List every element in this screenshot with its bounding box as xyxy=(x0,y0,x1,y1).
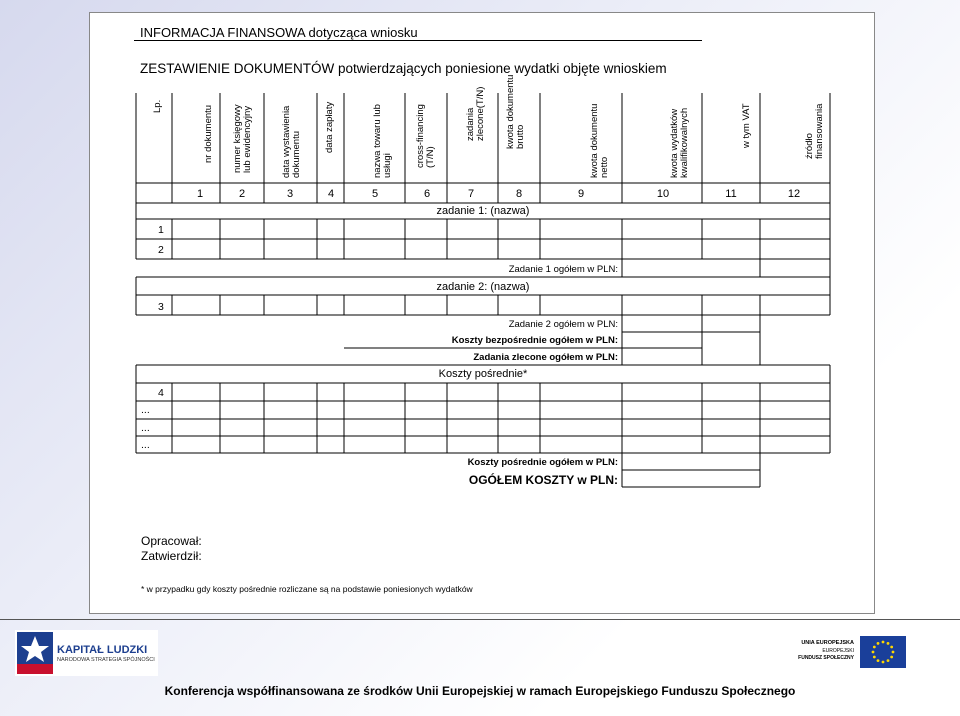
col-number: 6 xyxy=(423,188,431,200)
sum-task1-label: Zadanie 1 ogółem w PLN: xyxy=(508,264,618,275)
logo-left-title: KAPITAŁ LUDZKI xyxy=(57,644,148,656)
col-number: 8 xyxy=(515,188,523,200)
eu-star-icon xyxy=(872,651,875,654)
footnote: * w przypadku gdy koszty pośrednie rozliczane są na podstawie poniesionych wydatków xyxy=(141,584,473,594)
eu-star-icon xyxy=(873,656,876,659)
eu-star-icon xyxy=(873,646,876,649)
col-number: 5 xyxy=(371,188,379,200)
row-number: 1 xyxy=(158,224,164,236)
col-number: 11 xyxy=(725,188,737,200)
eu-logo xyxy=(788,634,910,672)
sum-direct-label: Koszty bezpośrednie ogółem w PLN: xyxy=(451,335,618,346)
col-header-6: cross-financing (T/N) xyxy=(415,104,436,168)
col-header-lp: Lp. xyxy=(152,99,163,113)
approved-by-label: Zatwierdził: xyxy=(141,549,202,563)
sum-indirect-label: Koszty pośrednie ogółem w PLN: xyxy=(467,457,618,468)
eu-star-icon xyxy=(877,659,880,662)
eu-star-icon xyxy=(882,641,885,644)
col-header-8: kwota dokumentu brutto xyxy=(505,74,526,149)
row-number: 3 xyxy=(158,301,164,313)
section-indirect-title: Koszty pośrednie* xyxy=(438,368,528,380)
col-header-5: nazwa towaru lub usługi xyxy=(372,104,393,178)
sum-task2-label: Zadanie 2 ogółem w PLN: xyxy=(508,319,618,330)
footer-separator xyxy=(0,619,960,620)
kapital-ludzki-emblem-icon xyxy=(15,630,55,676)
eu-star-icon xyxy=(892,651,895,654)
document-page xyxy=(89,12,875,614)
col-header-12: źródło finansowania xyxy=(804,103,825,159)
col-number: 12 xyxy=(787,188,801,200)
section-task2-title: zadanie 2: (nazwa) xyxy=(436,281,530,293)
row-number: 4 xyxy=(158,387,164,399)
eu-star-icon xyxy=(877,642,880,645)
col-number: 9 xyxy=(577,188,585,200)
col-header-11: w tym VAT xyxy=(741,103,752,148)
col-number: 1 xyxy=(196,188,204,200)
eu-star-icon xyxy=(890,646,893,649)
eu-logo-line3: FUNDUSZ SPOŁECZNY xyxy=(798,655,854,661)
eu-star-icon xyxy=(890,656,893,659)
eu-logo-line2: EUROPEJSKI xyxy=(822,648,854,654)
col-header-4: data zapłaty xyxy=(324,101,335,153)
col-header-2: numer księgowy lub ewidencyjny xyxy=(232,104,253,173)
col-number: 7 xyxy=(467,188,475,200)
eu-star-icon xyxy=(887,659,890,662)
section-task1-title: zadanie 1: (nazwa) xyxy=(436,205,530,217)
row-number: 2 xyxy=(158,244,164,256)
col-header-9: kwota dokumentu netto xyxy=(589,103,610,178)
document-title: INFORMACJA FINANSOWA dotycząca wniosku xyxy=(140,25,418,40)
col-header-1: nr dokumentu xyxy=(203,104,214,163)
col-header-10: kwota wydatków kwalifikowalnych xyxy=(669,107,690,178)
footer-caption: Konferencja współfinansowana ze środków Unii Europejskiej w ramach Europejskiego Funduszu Społecznego xyxy=(164,684,796,698)
col-number: 4 xyxy=(327,188,335,200)
eu-logo-line1: UNIA EUROPEJSKA xyxy=(801,640,854,646)
row-number: ... xyxy=(141,422,150,434)
document-subtitle: ZESTAWIENIE DOKUMENTÓW potwierdzających poniesione wydatki objęte wnioskiem xyxy=(140,61,667,76)
col-header-7: zadania zlecone(T/N) xyxy=(465,86,486,141)
col-number: 2 xyxy=(238,188,246,200)
sum-outsourced-label: Zadania zlecone ogółem w PLN: xyxy=(473,352,618,363)
eu-flag-icon xyxy=(860,636,906,668)
prepared-by-label: Opracował: xyxy=(141,534,202,548)
sum-total-label: OGÓŁEM KOSZTY w PLN: xyxy=(468,473,618,487)
kapital-ludzki-logo xyxy=(15,630,158,676)
row-number: ... xyxy=(141,439,150,451)
col-number: 10 xyxy=(656,188,670,200)
col-number: 3 xyxy=(286,188,294,200)
logo-left-subtitle: NARODOWA STRATEGIA SPÓJNOŚCI xyxy=(57,657,155,663)
row-number: ... xyxy=(141,404,150,416)
eu-star-icon xyxy=(887,642,890,645)
eu-star-icon xyxy=(882,661,885,664)
col-header-3: data wystawienia dokumentu xyxy=(281,105,302,178)
